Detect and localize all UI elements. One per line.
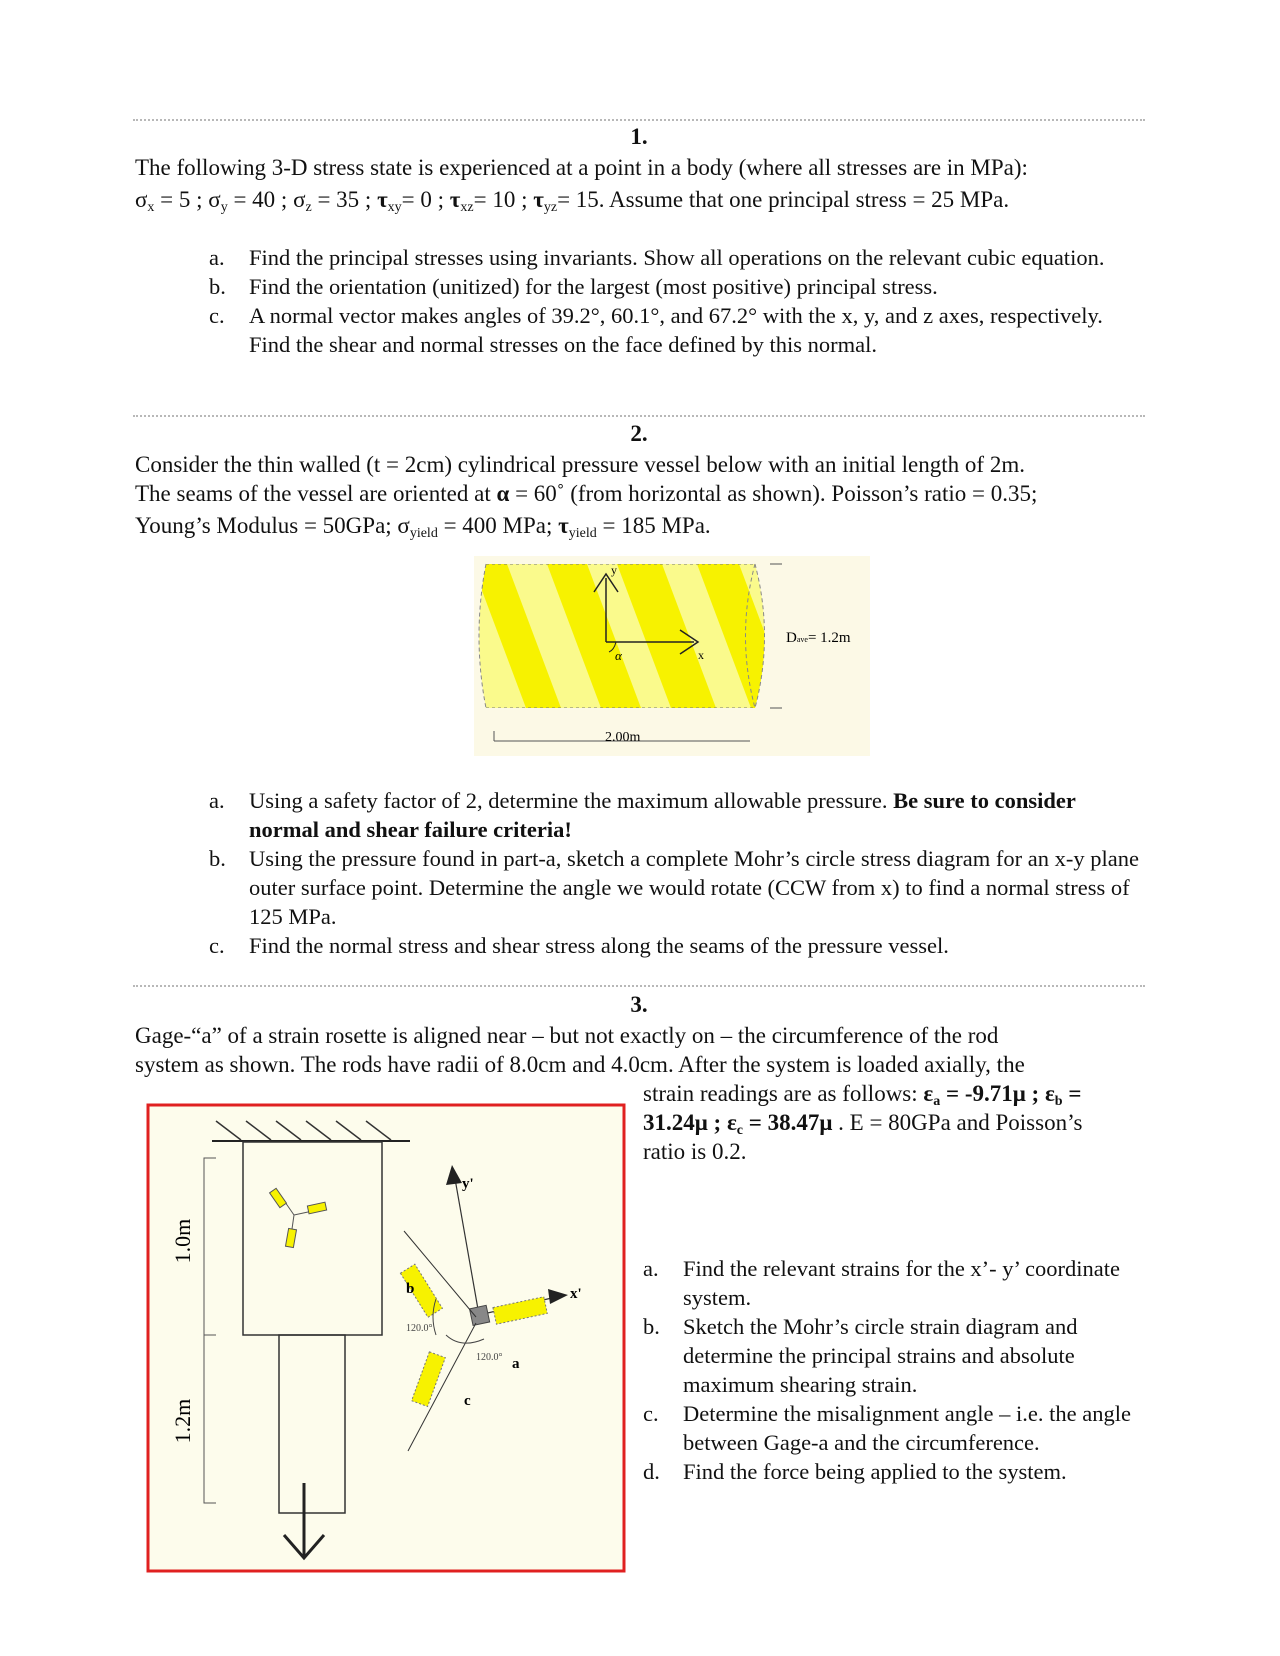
length-label: 2.00m	[605, 730, 641, 745]
problem-3-number: 3.	[630, 992, 648, 1017]
angle-label-2: 120.0°	[476, 1352, 503, 1363]
problem-2-line3: Young’s Modulus = 50GPa; $\sigma_{yield} = 400$ MPa; $\tau_{yield} = 185$ MPa.	[135, 513, 711, 541]
separator-1	[133, 119, 1145, 121]
rod-system-figure	[146, 1103, 626, 1573]
y-prime-label: y'	[462, 1176, 474, 1192]
problem-3-questions	[643, 1254, 1143, 1486]
rosette-center	[470, 1305, 490, 1325]
question-3a: a. Find the relevant strains for the x’- y’ coordinate system.	[643, 1256, 1120, 1310]
question-1b: b. Find the orientation (unitized) for the largest (most positive) principal stress.	[209, 274, 938, 299]
problem-1-line1: The following 3-D stress state is experienced at a point in a body (where all stresses are in MPa):	[135, 155, 1028, 180]
length-label-bottom: 1.2m	[170, 1398, 195, 1444]
problem-3-statement	[135, 1021, 1155, 1079]
separator-2	[133, 415, 1145, 417]
angle-label-1: 120.0°	[406, 1323, 433, 1334]
problem-2-questions	[209, 786, 1149, 960]
pressure-vessel-figure	[474, 556, 870, 756]
question-2b: b. Using the pressure found in part-a, sketch a complete Mohr’s circle stress diagram for an x-y plane outer surface point. Determine the angle we would rotate (CCW from x) to find a normal stress of 125 MPa.	[209, 846, 1139, 929]
question-3d: d. Find the force being applied to the system.	[643, 1459, 1067, 1484]
problem-1-stress-values: $\sigma_x = 5$ ; $\sigma_y = 40$ ; $\sigma_z = 35$ ; $\tau_{xy}= 0$ ; $\tau_{xz}= 10$ ; $\tau_{yz}= 15$. Assume that one principal stress = 25 MPa.	[135, 187, 1010, 215]
question-3b: b. Sketch the Mohr’s circle strain diagram and determine the principal strains and absolute maximum shearing strain.	[643, 1314, 1078, 1397]
diameter-label: Dave= 1.2m	[786, 630, 851, 646]
problem-3-strain-readings: strain readings are as follows: $\varepsilon_a = -9.71\mu$ ; $\varepsilon_b$ = 31.24μ ; $\varepsilon_c = 38.47\mu$ . E = 80GPa and Poisson’s ratio is 0.2.	[643, 1081, 1083, 1164]
problem-3-line1: Gage-“a” of a strain rosette is aligned near – but not exactly on – the circumference of the rod	[135, 1023, 999, 1048]
question-3c: c. Determine the misalignment angle – i.e. the angle between Gage-a and the circumference.	[643, 1401, 1131, 1455]
gage-c-label: c	[464, 1393, 471, 1409]
cylinder-body	[474, 556, 796, 726]
problem-1-statement	[135, 153, 1155, 214]
problem-1-questions	[209, 243, 1139, 359]
gage-a-label: a	[512, 1356, 520, 1372]
figure-border	[148, 1105, 624, 1571]
problem-2-number: 2.	[630, 421, 648, 446]
problem-3-line2: system as shown. The rods have radii of 8.0cm and 4.0cm. After the system is loaded axially, the	[135, 1052, 1025, 1077]
y-axis-label: y	[611, 563, 617, 577]
question-2c: c. Find the normal stress and shear stress along the seams of the pressure vessel.	[209, 933, 949, 958]
problem-2-line2: The seams of the vessel are oriented at α = 60˚ (from horizontal as shown). Poisson’s ratio = 0.35;	[135, 481, 1038, 506]
separator-3	[133, 985, 1145, 987]
x-prime-label: x'	[570, 1286, 582, 1302]
problem-1-number: 1.	[630, 124, 648, 149]
problem-2-line1: Consider the thin walled (t = 2cm) cylindrical pressure vessel below with an initial length of 2m.	[135, 452, 1025, 477]
question-1c: c. A normal vector makes angles of 39.2°, 60.1°, and 67.2° with the x, y, and z axes, respectively. Find the shear and normal stresses on the face defined by this normal.	[209, 303, 1103, 357]
question-2a: a. Using a safety factor of 2, determine the maximum allowable pressure. Be sure to consider normal and shear failure criteria!	[209, 788, 1076, 842]
problem-2-statement	[135, 450, 1155, 540]
alpha-label: α	[615, 648, 622, 663]
gage-b-label: b	[406, 1281, 415, 1297]
length-label-top: 1.0m	[170, 1218, 195, 1264]
x-axis-label: x	[698, 648, 704, 662]
question-1a: a. Find the principal stresses using invariants. Show all operations on the relevant cubic equation.	[209, 245, 1105, 270]
